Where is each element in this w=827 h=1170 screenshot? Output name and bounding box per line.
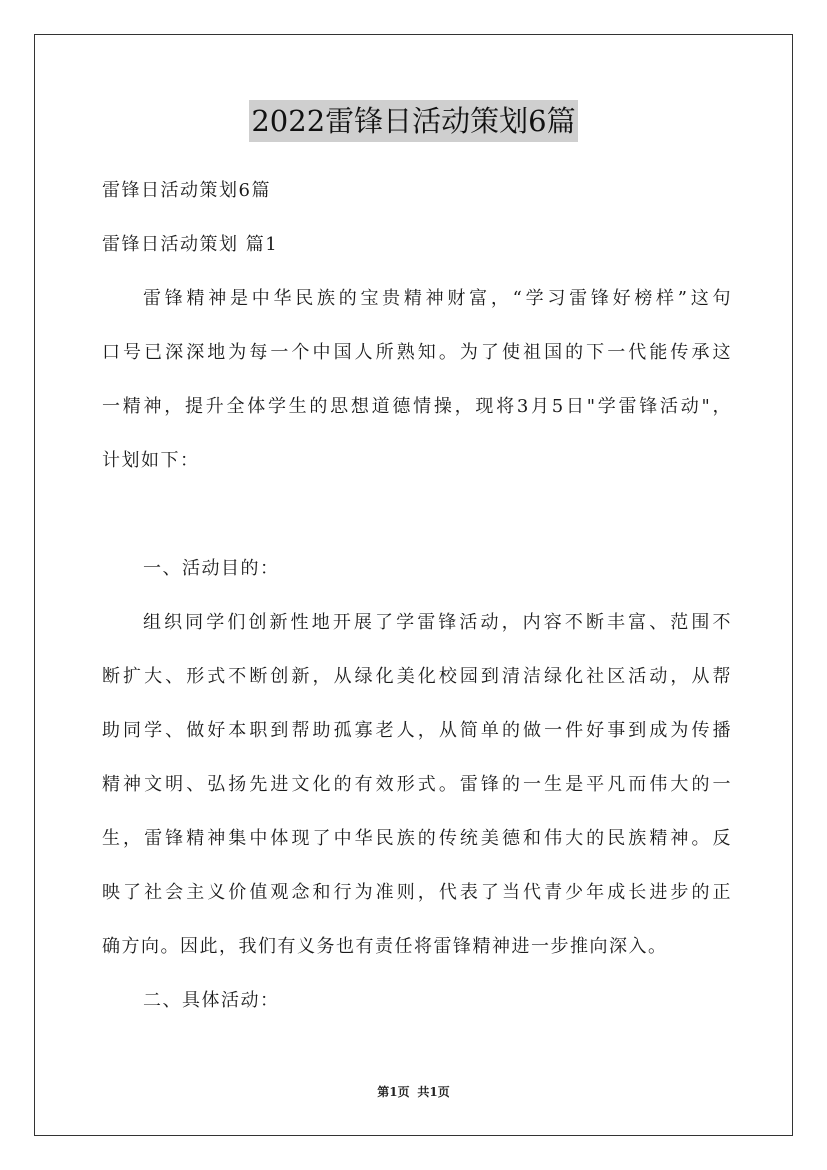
page-prefix: 第 — [377, 1085, 390, 1099]
total-pages: 1 — [429, 1085, 438, 1099]
paragraph-line: 组织同学们创新性地开展了学雷锋活动，内容不断丰富、范围不 — [143, 612, 732, 633]
paragraph-line: 断扩大、形式不断创新，从绿化美化校园到清洁绿化社区活动，从帮 — [102, 666, 732, 687]
paragraph-line: 一精神，提升全体学生的思想道德情操，现将3月5日"学雷锋活动"， — [102, 396, 732, 417]
subtitle: 雷锋日活动策划6篇 — [102, 180, 271, 201]
total-suffix: 页 — [437, 1085, 450, 1099]
paragraph-line: 口号已深深地为每一个中国人所熟知。为了使祖国的下一代能传承这 — [102, 342, 732, 363]
total-prefix: 共 — [417, 1085, 430, 1099]
page-footer — [0, 1082, 827, 1102]
paragraph-line: 助同学、做好本职到帮助孤寡老人，从简单的做一件好事到成为传播 — [102, 720, 732, 741]
paragraph-line: 精神文明、弘扬先进文化的有效形式。雷锋的一生是平凡而伟大的一 — [102, 774, 732, 795]
section-heading: 雷锋日活动策划 篇1 — [102, 234, 279, 255]
title-container — [0, 100, 827, 142]
blank-line — [102, 488, 732, 542]
paragraph-line: 映了社会主义价值观念和行为准则，代表了当代青少年成长进步的正 — [102, 882, 732, 903]
page-suffix: 页 — [397, 1085, 410, 1099]
paragraph-line: 计划如下： — [102, 450, 200, 471]
heading-activities: 二、具体活动： — [143, 990, 280, 1011]
page-number: 1 — [389, 1085, 398, 1099]
heading-purpose: 一、活动目的： — [143, 558, 280, 579]
paragraph-line: 确方向。因此，我们有义务也有责任将雷锋精神进一步推向深入。 — [102, 936, 668, 957]
paragraph-line: 雷锋精神是中华民族的宝贵精神财富，“学习雷锋好榜样”这句 — [143, 288, 732, 309]
document-body — [102, 164, 732, 1028]
paragraph-line: 生，雷锋精神集中体现了中华民族的传统美德和伟大的民族精神。反 — [102, 828, 732, 849]
document-title: 2022雷锋日活动策划6篇 — [249, 100, 577, 142]
